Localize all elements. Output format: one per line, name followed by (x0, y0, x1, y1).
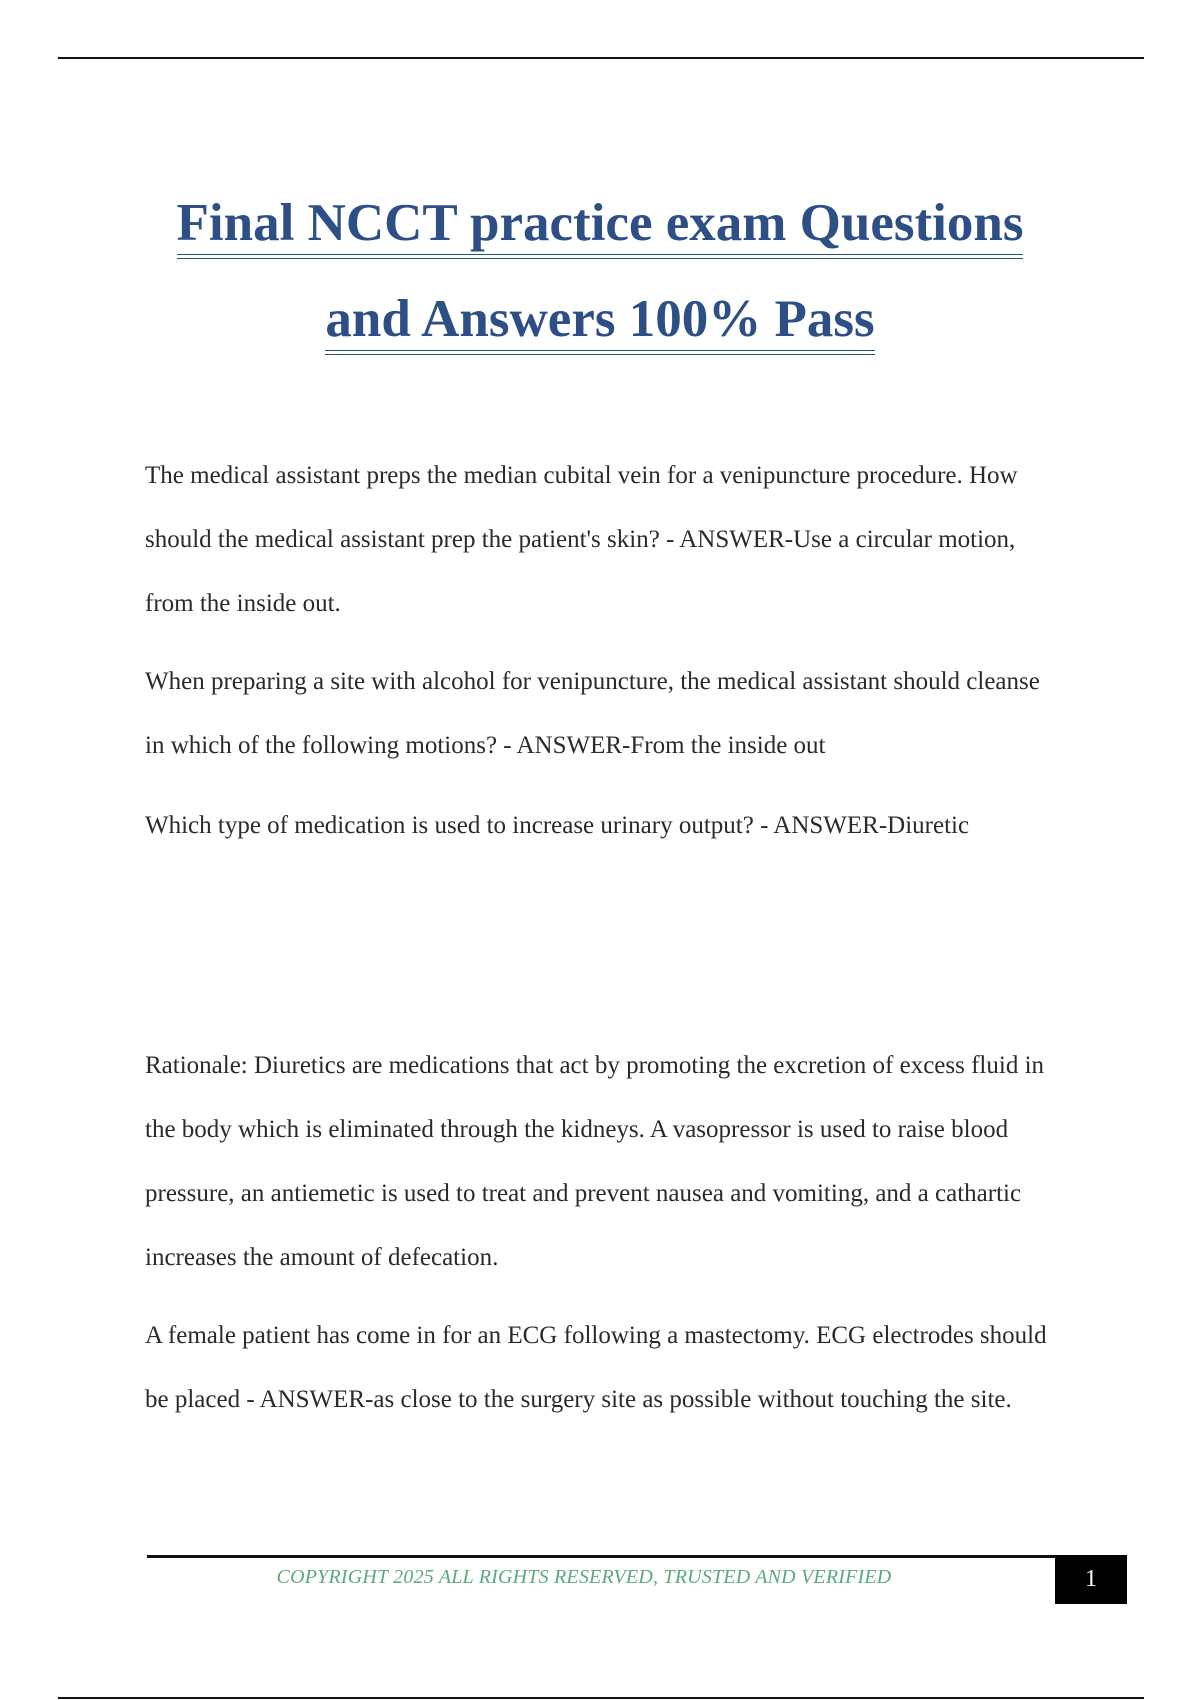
page-number: 1 (1055, 1555, 1127, 1604)
rationale-paragraph (145, 1034, 1057, 1290)
paragraph-text: A female patient has come in for an ECG following a mastectomy. ECG electrodes should be placed - ANSWER-as close to the surgery site as possible without touching the site. (145, 1322, 1047, 1413)
paragraph-text: The medical assistant preps the median cubital vein for a venipuncture procedure. How should the medical assistant prep the patient's skin? - ANSWER-Use a circular motion, from the inside out. (145, 462, 1018, 617)
header-rule (58, 57, 1144, 59)
paragraph-text: When preparing a site with alcohol for venipuncture, the medical assistant should cleanse in which of the following motions? - ANSWER-From the inside out (145, 668, 1040, 759)
question-paragraph-1 (145, 444, 1057, 636)
title-line-2: and Answers 100% Pass (325, 292, 874, 351)
footer-rule (147, 1555, 1055, 1558)
paragraph-text: Which type of medication is used to increase urinary output? - ANSWER-Diuretic (145, 812, 970, 839)
paragraph-text: Rationale: Diuretics are medications that act by promoting the excretion of excess fluid in the body which is eliminated through the kidneys. A vasopressor is used to raise blood pressure, an antiemetic is used to treat and prevent nausea and vomiting, and a cathartic increases the amount of defecation. (145, 1052, 1045, 1271)
title-line-1: Final NCCT practice exam Questions (177, 196, 1024, 255)
question-paragraph-4 (145, 1304, 1057, 1432)
question-paragraph-3 (145, 794, 1057, 858)
question-paragraph-2 (145, 650, 1057, 778)
page-title (90, 175, 1110, 367)
footer-copyright: COPYRIGHT 2025 ALL RIGHTS RESERVED, TRUSTED AND VERIFIED (276, 1566, 892, 1588)
bottom-rule (58, 1697, 1144, 1699)
